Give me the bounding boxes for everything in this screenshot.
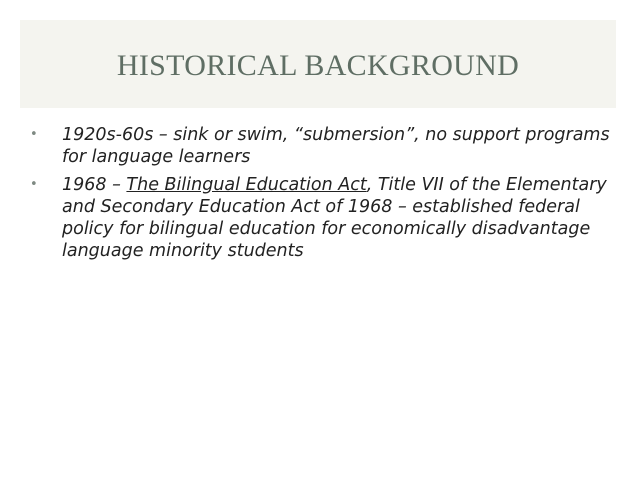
bullet-icon: • — [30, 177, 38, 192]
bullet-item-1 — [30, 124, 610, 168]
bullet-text-2-prefix: 1968 – — [62, 175, 127, 195]
bullet-icon: • — [30, 127, 38, 142]
bullet-text-1: 1920s-60s – sink or swim, “submersion”, no support programs for language learners — [62, 125, 610, 167]
title-band — [20, 20, 616, 108]
bullet-list — [30, 124, 610, 268]
bilingual-education-act-link[interactable]: The Bilingual Education Act — [126, 175, 367, 195]
bullet-text-2-suffix: , Title VII of the Elementary and Secondary Education Act of 1968 – established federal policy for bilingual education for economically disadvantage language minority students — [62, 175, 607, 261]
slide-title: HISTORICAL BACKGROUND — [116, 49, 520, 82]
bullet-item-2 — [30, 174, 610, 262]
